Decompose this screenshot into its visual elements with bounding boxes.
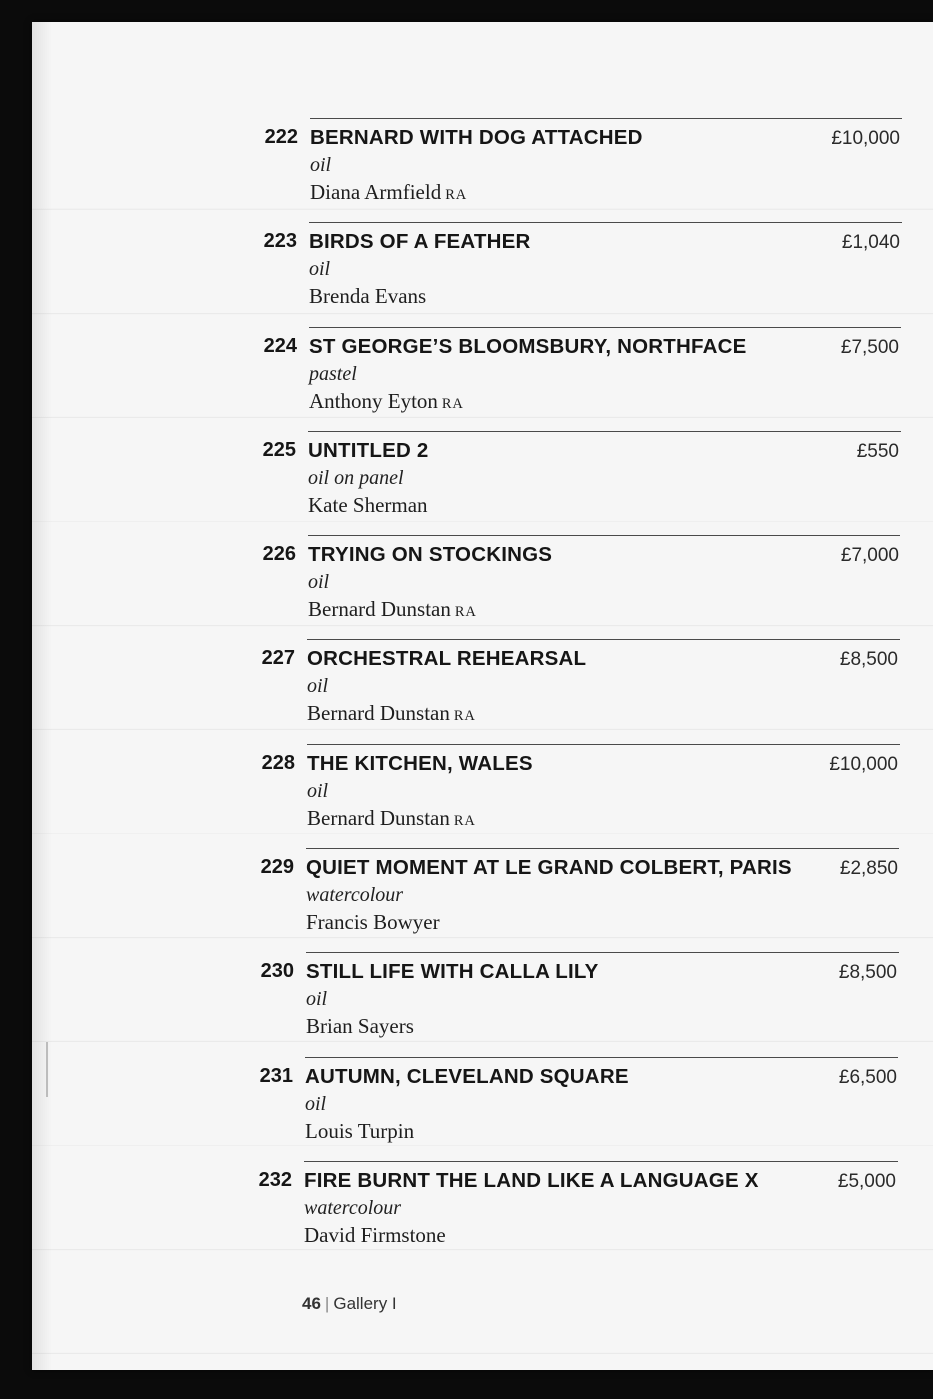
- catalogue-entry: [32, 744, 933, 848]
- artist-suffix: RA: [453, 708, 476, 725]
- catalogue-entry: [32, 1161, 933, 1265]
- entry-medium: oil: [305, 1092, 327, 1115]
- artist-suffix: RA: [454, 604, 477, 621]
- catalogue-entry: [32, 1057, 933, 1161]
- entry-medium: watercolour: [306, 884, 404, 907]
- entry-medium: pastel: [309, 362, 357, 385]
- entry-number: 230: [260, 960, 294, 983]
- entry-rule: [306, 952, 899, 953]
- entry-artist: [307, 701, 476, 726]
- entry-medium: oil: [309, 258, 331, 281]
- artist-name: Diana Armfield: [310, 180, 442, 204]
- artist-name: Bernard Dunstan: [307, 701, 450, 726]
- entry-number: 225: [262, 438, 296, 461]
- artist-suffix: RA: [445, 187, 467, 203]
- entry-rule: [309, 222, 902, 223]
- catalogue-entry: [32, 639, 933, 743]
- entry-price: £5,000: [837, 1170, 896, 1192]
- entry-artist: [308, 493, 432, 518]
- artist-name: Louis Turpin: [305, 1118, 415, 1143]
- footer-separator: |: [324, 1294, 330, 1313]
- catalogue-entry: [32, 848, 933, 952]
- entry-title: STILL LIFE WITH CALLA LILY: [306, 960, 599, 984]
- entry-artist: [306, 1014, 418, 1039]
- entry-medium: oil: [306, 988, 328, 1011]
- entry-price: £2,850: [839, 858, 898, 880]
- entry-artist: [308, 597, 477, 622]
- entry-price: £6,500: [838, 1066, 897, 1088]
- catalogue-entry: [32, 952, 933, 1056]
- entry-number: 231: [259, 1064, 293, 1087]
- entry-rule: [308, 431, 901, 432]
- entry-title: FIRE BURNT THE LAND LIKE A LANGUAGE X: [304, 1168, 759, 1192]
- entry-number: 227: [261, 647, 295, 670]
- catalogue-entry: [32, 118, 933, 222]
- entry-price: £10,000: [829, 753, 898, 775]
- catalogue-entry: [32, 222, 933, 326]
- entry-price: £1,040: [841, 232, 900, 254]
- entry-artist: [310, 180, 467, 205]
- entry-rule: [306, 848, 899, 849]
- entry-artist: [305, 1119, 418, 1144]
- entry-price: £10,000: [831, 128, 900, 149]
- entry-title: BIRDS OF A FEATHER: [309, 230, 531, 254]
- catalogue-entry: [32, 535, 933, 639]
- artist-name: David Firmstone: [304, 1222, 446, 1247]
- entry-title: BERNARD WITH DOG ATTACHED: [310, 126, 643, 149]
- catalogue-entry: [32, 327, 933, 431]
- entry-price: £550: [856, 440, 899, 462]
- entry-number: 223: [263, 230, 297, 253]
- entry-artist: [307, 806, 476, 831]
- entry-number: 228: [261, 751, 295, 774]
- entry-price: £7,000: [840, 545, 899, 567]
- entry-medium: watercolour: [304, 1196, 402, 1219]
- entry-rule: [310, 118, 902, 119]
- section-name: Gallery I: [333, 1294, 397, 1313]
- catalogue-page: [32, 22, 933, 1370]
- entry-price: £8,500: [838, 962, 897, 984]
- entry-rule: [304, 1161, 898, 1162]
- entry-number: 222: [264, 126, 298, 148]
- entry-rule: [307, 744, 900, 745]
- page-number: 46: [302, 1294, 321, 1313]
- artist-name: Brenda Evans: [309, 284, 427, 309]
- entry-medium: oil on panel: [308, 466, 404, 489]
- entry-medium: oil: [307, 675, 329, 698]
- entry-rule: [309, 327, 901, 328]
- entry-number: 232: [258, 1168, 292, 1191]
- entry-artist: [306, 910, 444, 935]
- entry-title: THE KITCHEN, WALES: [307, 751, 533, 775]
- entry-list: [32, 118, 933, 1265]
- entry-medium: oil: [307, 779, 329, 802]
- entry-title: UNTITLED 2: [308, 438, 429, 462]
- catalogue-entry: [32, 431, 933, 535]
- entry-rule: [305, 1057, 898, 1058]
- artist-name: Francis Bowyer: [306, 910, 440, 935]
- entry-title: ORCHESTRAL REHEARSAL: [307, 647, 587, 671]
- entry-number: 226: [262, 543, 296, 566]
- entry-artist: [304, 1223, 450, 1248]
- entry-number: 224: [263, 334, 297, 357]
- artist-suffix: RA: [441, 395, 464, 412]
- entry-price: £8,500: [839, 649, 898, 671]
- page-footer: [302, 1294, 397, 1314]
- entry-number: 229: [260, 856, 294, 879]
- artist-suffix: RA: [453, 812, 476, 829]
- entry-title: ST GEORGE’S BLOOMSBURY, NORTHFACE: [309, 334, 747, 358]
- artist-name: Kate Sherman: [308, 492, 428, 517]
- entry-artist: [309, 284, 430, 309]
- entry-medium: oil: [308, 571, 330, 594]
- entry-title: QUIET MOMENT AT LE GRAND COLBERT, PARIS: [306, 856, 792, 880]
- entry-medium: oil: [310, 154, 332, 176]
- entry-rule: [308, 535, 900, 536]
- artist-name: Anthony Eyton: [309, 388, 438, 413]
- artist-name: Bernard Dunstan: [307, 805, 450, 830]
- artist-name: Bernard Dunstan: [308, 597, 451, 622]
- entry-price: £7,500: [840, 336, 899, 358]
- artist-name: Brian Sayers: [306, 1014, 414, 1039]
- entry-rule: [307, 639, 900, 640]
- entry-title: AUTUMN, CLEVELAND SQUARE: [305, 1064, 629, 1088]
- entry-title: TRYING ON STOCKINGS: [308, 543, 553, 567]
- entry-artist: [309, 389, 464, 414]
